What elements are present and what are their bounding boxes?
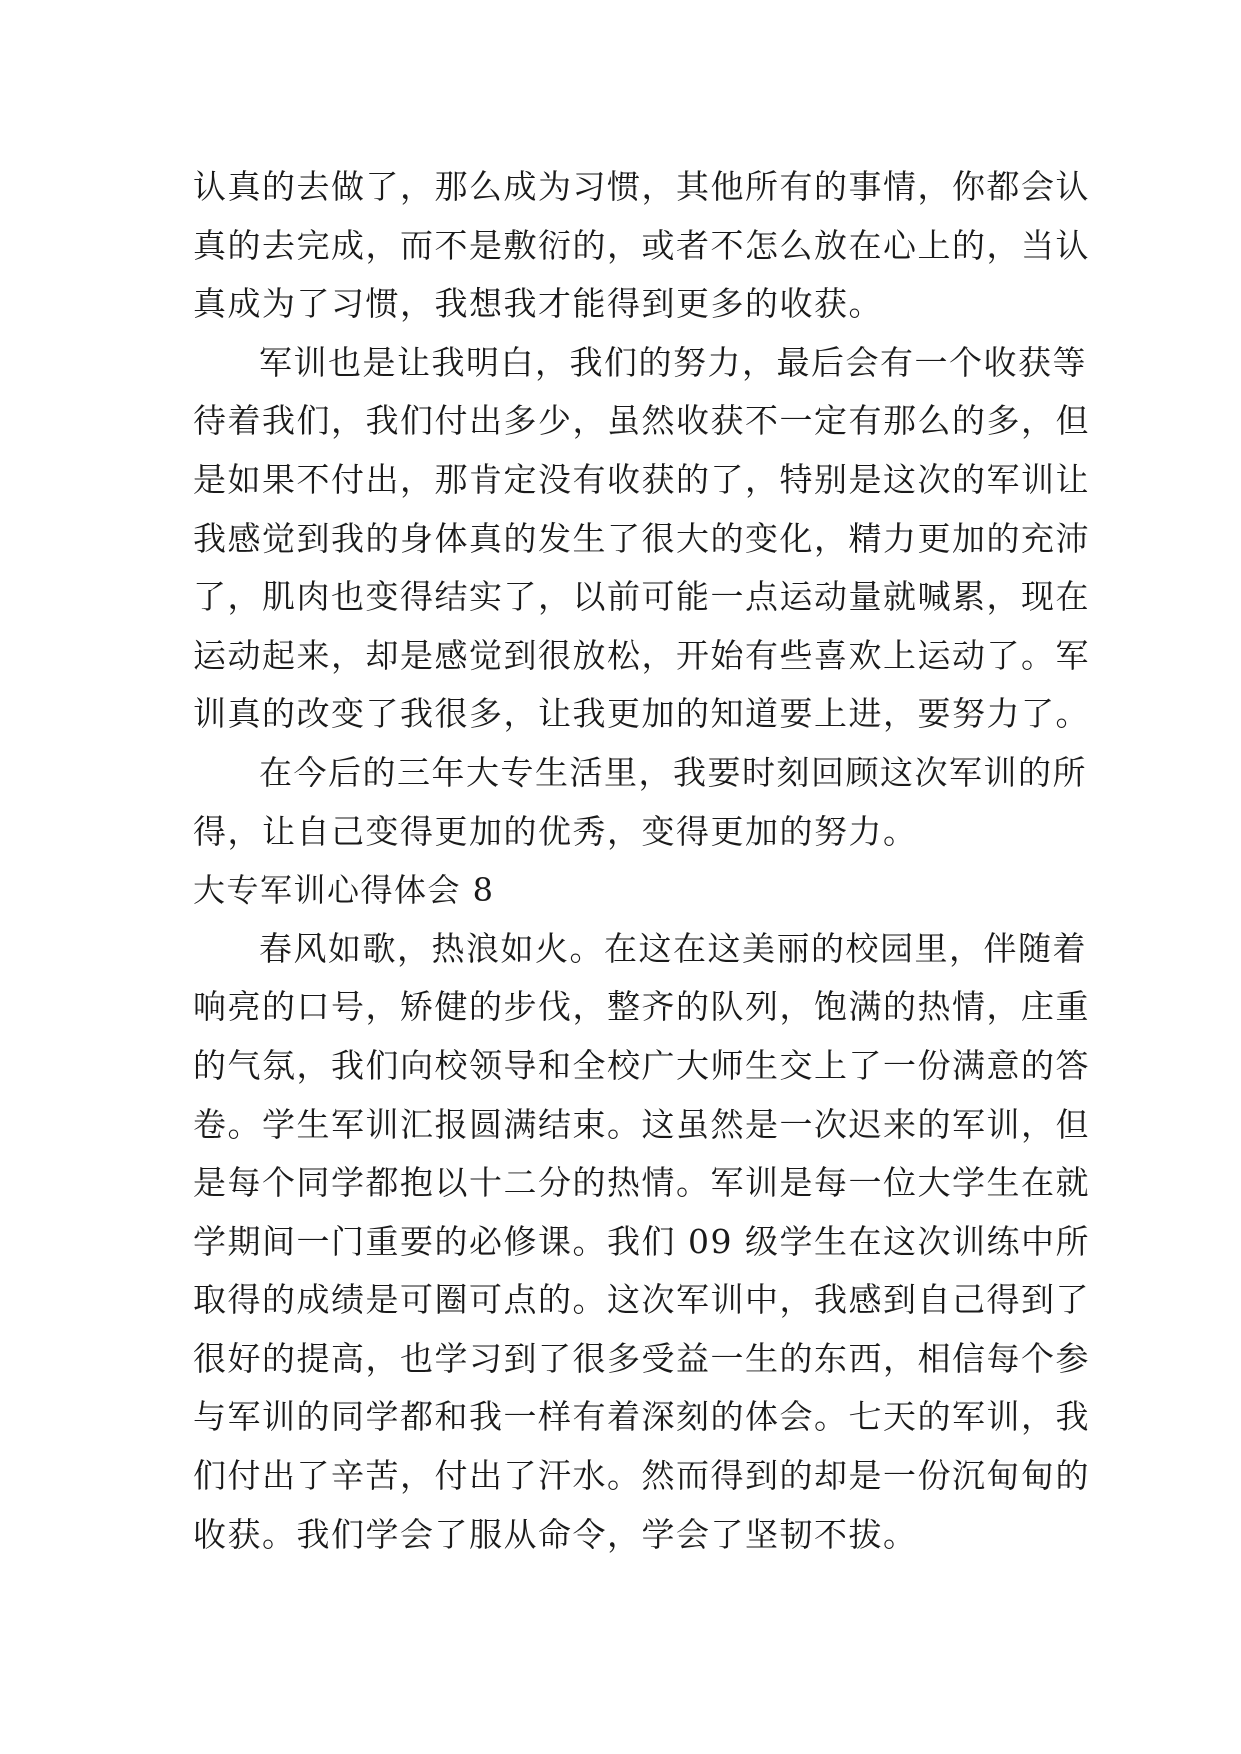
text-line: 取得的成绩是可圈可点的。这次军训中，我感到自己得到了 (193, 1280, 1090, 1320)
text-line: 很好的提高，也学习到了很多受益一生的东西，相信每个参 (193, 1338, 1090, 1378)
text-line: 训真的改变了我很多，让我更加的知道要上进，要努力了。 (193, 694, 1090, 734)
paragraph-start-line: 在今后的三年大专生活里，我要时刻回顾这次军训的所 (259, 752, 1087, 792)
text-line: 了，肌肉也变得结实了，以前可能一点运动量就喊累，现在 (193, 577, 1090, 617)
text-line: 得，让自己变得更加的优秀，变得更加的努力。 (193, 811, 918, 851)
text-line: 是如果不付出，那肯定没有收获的了，特别是这次的军训让 (193, 459, 1090, 499)
text-line: 的气氛，我们向校领导和全校广大师生交上了一份满意的答 (193, 1045, 1090, 1085)
text-line: 们付出了辛苦，付出了汗水。然而得到的却是一份沉甸甸的 (193, 1456, 1090, 1496)
text-line: 学期间一门重要的必修课。我们 09 级学生在这次训练中所 (193, 1221, 1090, 1261)
text-line: 待着我们，我们付出多少，虽然收获不一定有那么的多，但 (193, 401, 1090, 441)
text-line: 我感觉到我的身体真的发生了很大的变化，精力更加的充沛 (193, 518, 1090, 558)
text-line: 认真的去做了，那么成为习惯，其他所有的事情，你都会认 (193, 167, 1090, 206)
text-line: 真成为了习惯，我想我才能得到更多的收获。 (193, 284, 883, 324)
document-body (193, 158, 1090, 1564)
text-line: 是每个同学都抱以十二分的热情。军训是每一位大学生在就 (193, 1163, 1090, 1203)
text-line: 响亮的口号，矫健的步伐，整齐的队列，饱满的热情，庄重 (193, 987, 1090, 1027)
text-line: 收获。我们学会了服从命令，学会了坚韧不拔。 (193, 1514, 918, 1554)
text-line: 与军训的同学都和我一样有着深刻的体会。七天的军训，我 (193, 1397, 1090, 1437)
text-line: 真的去完成，而不是敷衍的，或者不怎么放在心上的，当认 (193, 225, 1090, 265)
paragraph-start-line: 春风如歌，热浪如火。在这在这美丽的校园里，伴随着 (259, 928, 1087, 968)
text-line: 卷。学生军训汇报圆满结束。这虽然是一次迟来的军训，但 (193, 1104, 1090, 1144)
text-line: 运动起来，却是感觉到很放松，开始有些喜欢上运动了。军 (193, 635, 1090, 675)
paragraph-start-line: 军训也是让我明白，我们的努力，最后会有一个收获等 (259, 342, 1087, 382)
section-heading: 大专军训心得体会 8 (193, 871, 495, 910)
